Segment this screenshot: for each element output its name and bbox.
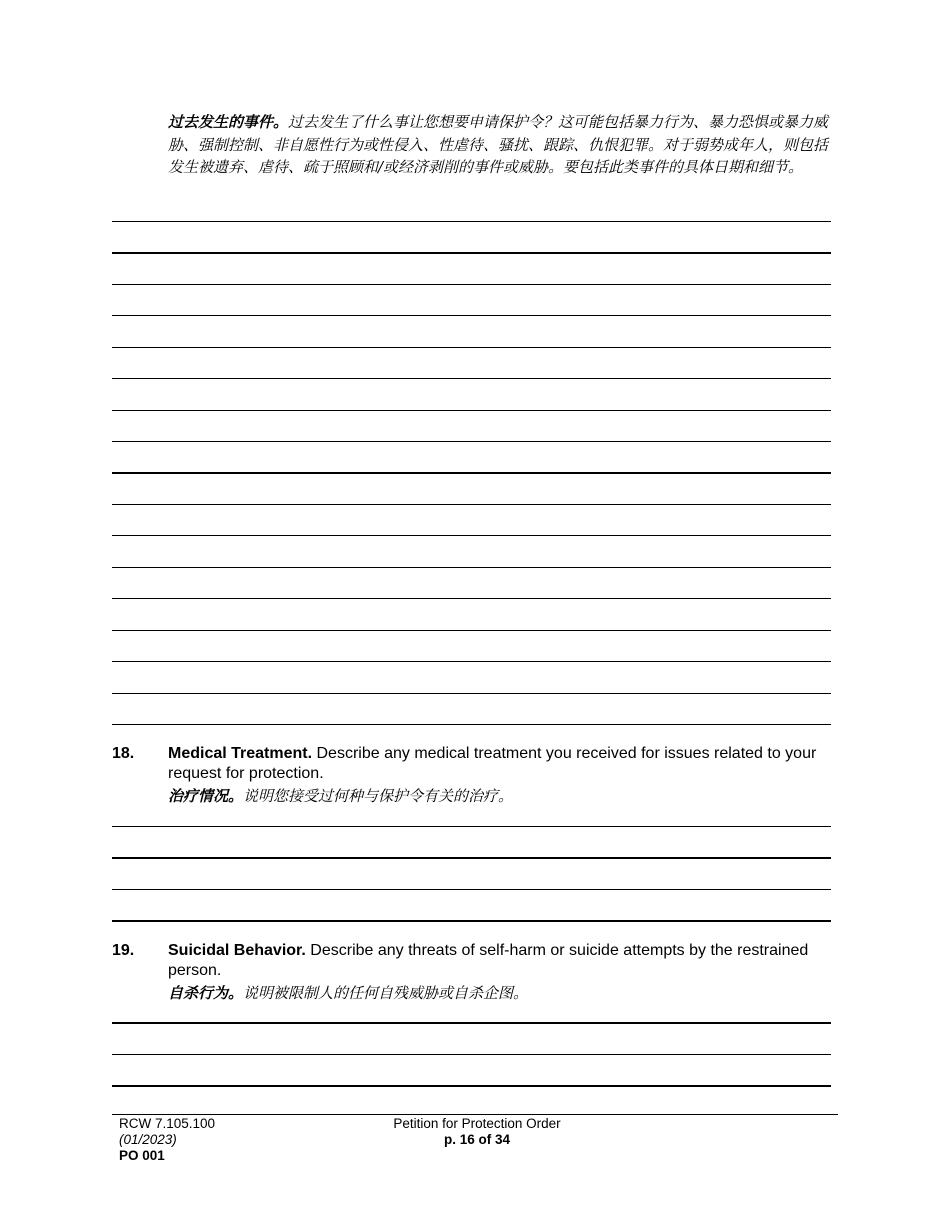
suicidal-behavior-title-zh: 自杀行为。 — [168, 984, 244, 1002]
footer-statute: RCW 7.105.100 — [119, 1116, 216, 1131]
item-number: 19. — [112, 942, 135, 959]
answer-line[interactable] — [112, 315, 831, 316]
footer-center — [388, 1116, 566, 1148]
footer-form-title: Petition for Protection Order — [393, 1116, 561, 1131]
answer-line[interactable] — [112, 889, 831, 890]
past-incidents-text: 过去发生了什么事让您想要申请保护令？这可能包括暴力行为、暴力恐惧或暴力威胁、强制控制、非自愿性行为或性侵入、性虐待、骚扰、跟踪、仇恨犯罪。对于弱势成年人，则包括发生被遗弃、虐待、疏于照顾和/或经济剥削的事件或威胁。要包括此类事件的具体日期和细节。 — [168, 113, 829, 176]
answer-line[interactable] — [112, 920, 831, 922]
past-incidents-instructions — [168, 111, 836, 179]
answer-line[interactable] — [112, 630, 831, 631]
suicidal-behavior-title: Suicidal Behavior. — [168, 942, 306, 959]
answer-line[interactable] — [112, 598, 831, 599]
suicidal-behavior-text-zh: 说明被限制人的任何自残威胁或自杀企图。 — [243, 984, 529, 1002]
medical-treatment-text: Describe any medical treatment you received for issues related to your request for protection. — [168, 745, 817, 782]
answer-line[interactable] — [112, 535, 831, 536]
medical-treatment-text-zh: 说明您接受过何种与保护令有关的治疗。 — [243, 787, 514, 805]
medical-treatment-title-zh: 治疗情况。 — [168, 787, 244, 805]
footer-left — [119, 1116, 215, 1164]
answer-line[interactable] — [112, 1022, 831, 1024]
answer-line[interactable] — [112, 504, 831, 505]
item-number: 18. — [112, 745, 135, 762]
answer-line[interactable] — [112, 472, 831, 474]
answer-line[interactable] — [112, 221, 831, 222]
answer-line[interactable] — [112, 1054, 831, 1055]
suicidal-behavior-prompt-zh — [168, 982, 836, 1005]
medical-treatment-prompt-zh — [168, 785, 836, 808]
answer-line[interactable] — [112, 567, 831, 568]
suicidal-behavior-prompt — [168, 941, 836, 981]
footer-form-code: PO 001 — [119, 1148, 165, 1163]
medical-treatment-prompt — [168, 744, 836, 784]
footer-page-number: p. 16 of 34 — [443, 1132, 511, 1147]
answer-line[interactable] — [112, 441, 831, 442]
answer-line[interactable] — [112, 252, 831, 254]
answer-line[interactable] — [112, 661, 831, 662]
answer-line[interactable] — [112, 693, 831, 694]
footer-date: (01/2023) — [119, 1132, 177, 1147]
answer-line[interactable] — [112, 1085, 831, 1087]
answer-line[interactable] — [112, 826, 831, 827]
suicidal-behavior-text: Describe any threats of self-harm or suicide attempts by the restrained person. — [168, 942, 809, 979]
answer-line[interactable] — [112, 378, 831, 379]
medical-treatment-title: Medical Treatment. — [168, 745, 313, 762]
footer-divider — [112, 1114, 838, 1115]
answer-line[interactable] — [112, 347, 831, 348]
past-incidents-label: 过去发生的事件。 — [168, 113, 289, 131]
answer-line[interactable] — [112, 724, 831, 725]
answer-line[interactable] — [112, 284, 831, 285]
answer-line[interactable] — [112, 857, 831, 859]
answer-line[interactable] — [112, 410, 831, 411]
